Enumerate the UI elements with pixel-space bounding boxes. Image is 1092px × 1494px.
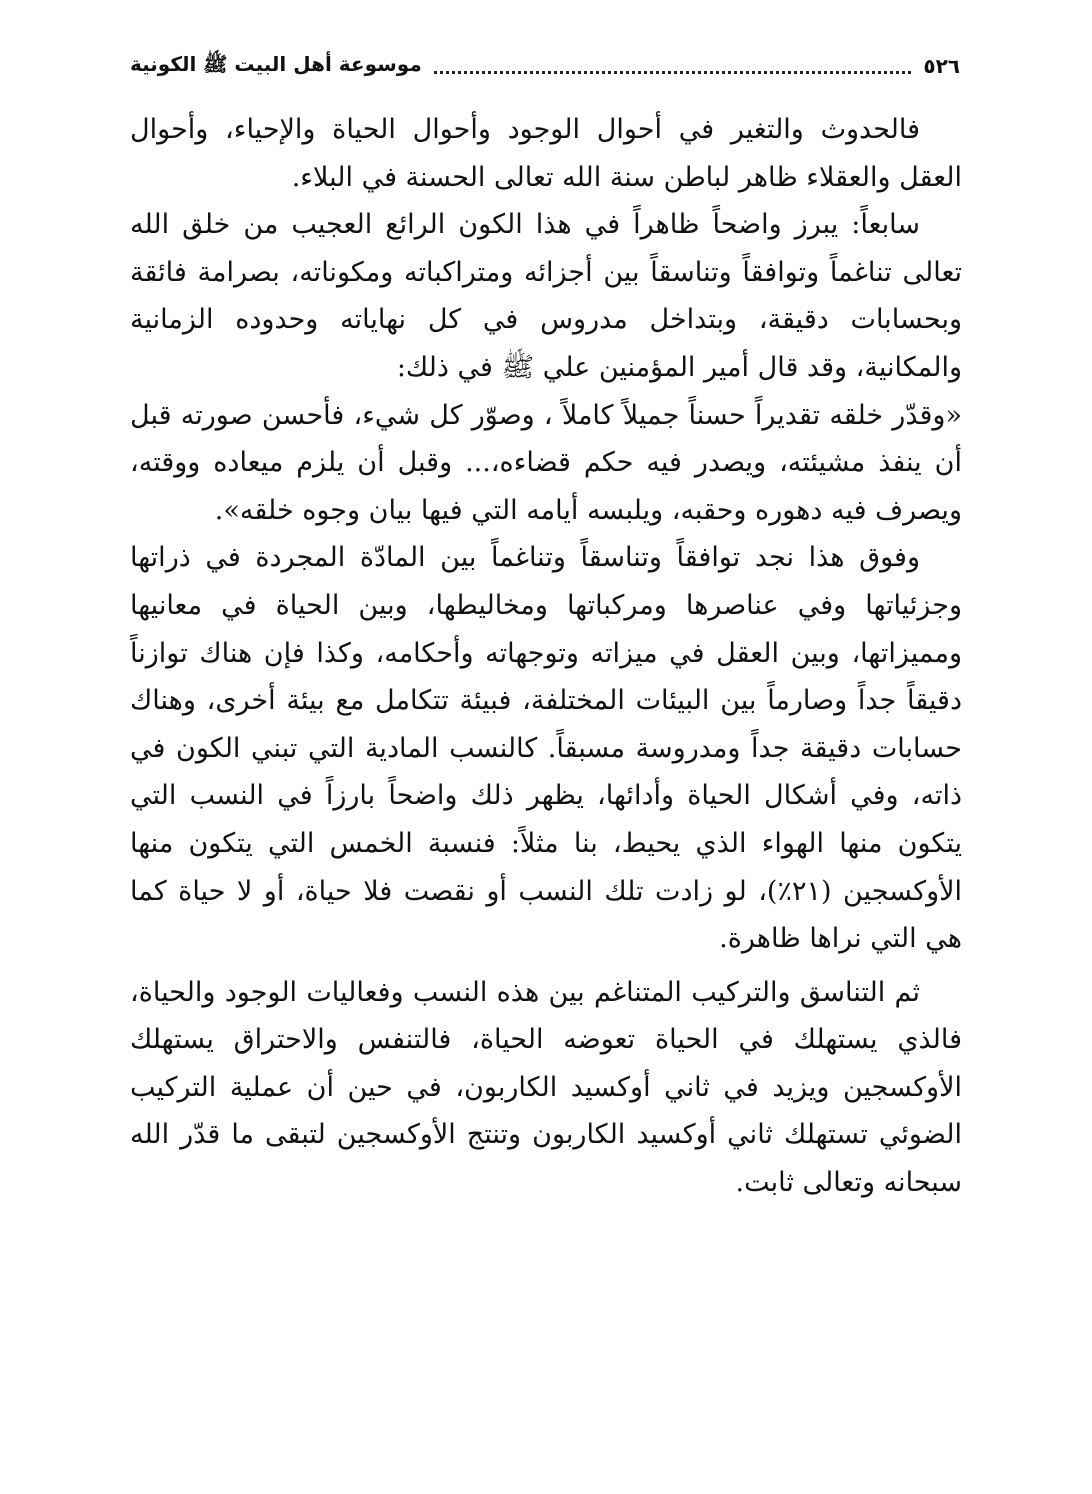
body-text — [130, 106, 962, 1207]
paragraph-4: وفوق هذا نجد توافقاً وتناسقاً وتناغماً بين المادّة المجردة في ذراتها وجزئياتها وفي عناصرها ومركباتها ومخاليطها، وبين الحياة في معانيها ومميزاتها، وبين العقل في ميزاته وتوجهاته وأحكامه، وكذا فإن هناك توازناً دقيقاً جداً وصارماً بين البيئات المختلفة، فبيئة تتكامل مع بيئة أخرى، وهناك حسابات دقيقة جداً ومدروسة مسبقاً. كالنسب المادية التي تبني الكون في ذاته، وفي أشكال الحياة وأدائها، يظهر ذلك واضحاً بارزاً في النسب التي يتكون منها الهواء الذي يحيط، بنا مثلاً: فنسبة الخمس التي يتكون منها الأوكسجين (٢١٪)، لو زادت تلك النسب أو نقصت فلا حياة، أو لا حياة كما هي التي نراها ظاهرة. — [130, 542, 963, 955]
page-number: ٥٢٦ — [923, 54, 960, 78]
dotted-leader — [434, 65, 912, 74]
running-header — [130, 46, 960, 86]
book-title: موسوعة أهل البيت ﷺ الكونية — [130, 51, 422, 76]
paragraph-5: ثم التناسق والتركيب المتناغم بين هذه النسب وفعاليات الوجود والحياة، فالذي يستهلك في الحياة تعوضه الحياة، فالتنفس والاحتراق يستهلك الأوكسجين ويزيد في ثاني أوكسيد الكاربون، في حين أن عملية التركيب الضوئي تستهلك ثاني أوكسيد الكاربون وتنتج الأوكسجين لتبقى ما قدّر الله سبحانه وتعالى ثابت. — [130, 976, 962, 1199]
quotation-paragraph: «وقدّر خلقه تقديراً حسناً جميلاً كاملاً ، وصوّر كل شيء، فأحسن صورته قبل أن ينفذ مشيئته، ويصدر فيه حكم قضاءه،... وقبل أن يلزم ميعاده ووقته، ويصرف فيه دهوره وحقبه، ويلبسه أيامه التي فيها بيان وجوه خلقه». — [130, 399, 962, 526]
paragraph-2: سابعاً: يبرز واضحاً ظاهراً في هذا الكون الرائع العجيب من خلق الله تعالى تناغماً وتوافقاً وتناسقاً بين أجزائه ومتراكباته ومكوناته، بصرامة فائقة وبحسابات دقيقة، وبتداخل مدروس في كل نهاياته وحدوده الزمانية والمكانية، وقد قال أمير المؤمنين علي ﷺ في ذلك: — [130, 209, 962, 383]
paragraph-1: فالحدوث والتغير في أحوال الوجود وأحوال الحياة والإحياء، وأحوال العقل والعقلاء ظاهر لباطن سنة الله تعالى الحسنة في البلاء. — [130, 114, 962, 193]
